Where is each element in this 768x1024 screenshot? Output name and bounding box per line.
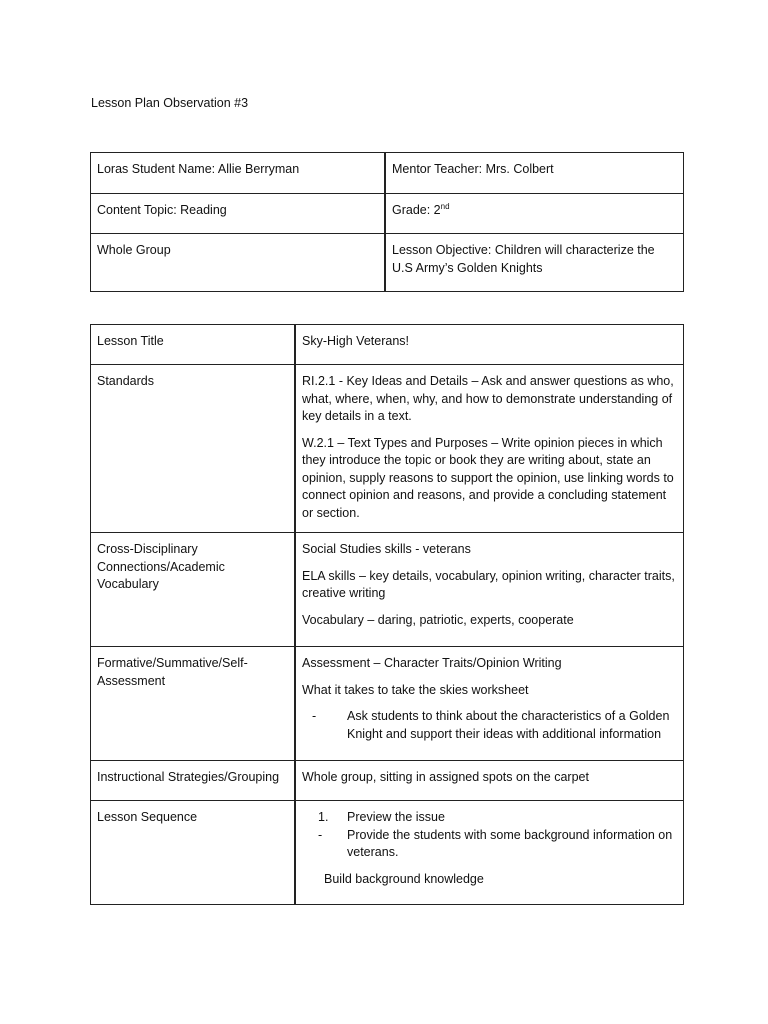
lesson-plan-table bbox=[90, 324, 684, 905]
grade-cell bbox=[385, 194, 684, 234]
student-name-cell: Loras Student Name: Allie Berryman bbox=[91, 153, 386, 194]
assessment-item: Assessment – Character Traits/Opinion Writing bbox=[302, 656, 562, 670]
table-row bbox=[91, 153, 684, 194]
content-topic-cell: Content Topic: Reading bbox=[91, 194, 386, 234]
sequence-dash-item bbox=[318, 827, 677, 862]
table-row bbox=[91, 234, 684, 292]
table-row bbox=[91, 647, 684, 761]
dash-marker: - bbox=[318, 827, 323, 842]
sequence-numbered-item bbox=[318, 809, 677, 827]
document-title: Lesson Plan Observation #3 bbox=[91, 96, 249, 110]
standard-item: RI.2.1 - Key Ideas and Details – Ask and answer questions as who, what, where, when, why, and how to demonstrate understanding of key details in a text. bbox=[302, 374, 674, 423]
assessment-bullet bbox=[312, 708, 677, 743]
sequence-cell bbox=[295, 801, 684, 905]
assessment-cell bbox=[295, 647, 684, 761]
cross-disciplinary-cell bbox=[295, 533, 684, 647]
table-row bbox=[91, 533, 684, 647]
sequence-label: Lesson Sequence bbox=[91, 801, 296, 905]
sequence-item-text: Preview the issue bbox=[347, 810, 445, 824]
grade-superscript: nd bbox=[440, 201, 450, 211]
table-row bbox=[91, 365, 684, 533]
objective-cell: Lesson Objective: Children will characterize the U.S Army’s Golden Knights bbox=[385, 234, 684, 292]
strategies-label: Instructional Strategies/Grouping bbox=[91, 761, 296, 801]
table-row bbox=[91, 761, 684, 801]
info-table bbox=[90, 152, 684, 292]
assessment-bullet-text: Ask students to think about the characteristics of a Golden Knight and support their ideas with additional information bbox=[347, 709, 670, 741]
cross-item: Vocabulary – daring, patriotic, experts, cooperate bbox=[302, 612, 574, 627]
cross-disciplinary-label: Cross-Disciplinary Connections/Academic Vocabulary bbox=[91, 533, 296, 647]
lesson-title-value: Sky-High Veterans! bbox=[295, 325, 684, 365]
cross-item: Social Studies skills - veterans bbox=[302, 542, 471, 556]
dash-marker: - bbox=[312, 709, 317, 723]
strategies-value: Whole group, sitting in assigned spots on the carpet bbox=[295, 761, 684, 801]
table-row bbox=[91, 801, 684, 905]
sequence-dash-text: Provide the students with some background information on veterans. bbox=[347, 827, 673, 859]
mentor-teacher-cell: Mentor Teacher: Mrs. Colbert bbox=[385, 153, 684, 194]
standards-label: Standards bbox=[91, 365, 296, 533]
standard-item: W.2.1 – Text Types and Purposes – Write opinion pieces in which they introduce the topic or book they are writing about, state an opinion, supply reasons to support the opinion, use linking words to connect opinion and reasons, and provide a concluding statement or section. bbox=[302, 435, 674, 520]
assessment-item: What it takes to take the skies worksheet bbox=[302, 682, 529, 697]
group-cell: Whole Group bbox=[91, 234, 386, 292]
grade-text: Grade: 2 bbox=[392, 203, 441, 217]
lesson-title-label: Lesson Title bbox=[91, 325, 296, 365]
sequence-extra: Build background knowledge bbox=[324, 871, 484, 886]
table-row bbox=[91, 325, 684, 365]
cross-item: ELA skills – key details, vocabulary, opinion writing, character traits, creative writing bbox=[302, 568, 675, 600]
table-row bbox=[91, 194, 684, 234]
assessment-label: Formative/Summative/Self-Assessment bbox=[91, 647, 296, 761]
standards-cell bbox=[295, 365, 684, 533]
number-marker: 1. bbox=[318, 810, 329, 824]
